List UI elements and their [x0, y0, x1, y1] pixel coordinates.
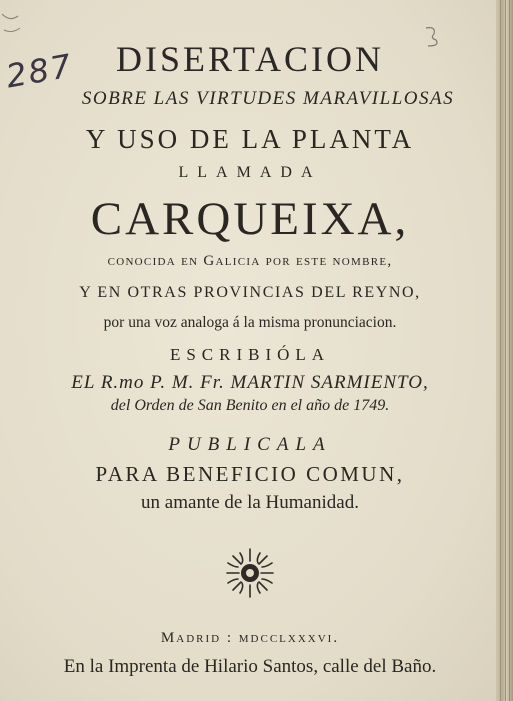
title-line-carqueixa: CARQUEIXA,: [90, 193, 410, 245]
title-line-llamada: LLAMADA: [178, 164, 322, 181]
imprint-place-date: Madrid : mdcclxxxvi.: [160, 630, 340, 646]
imprint-printer: En la Imprenta de Hilario Santos, calle del Baño.: [63, 656, 437, 677]
line-publicala: PUBLICALA: [168, 434, 332, 455]
handwritten-note: 287: [3, 46, 76, 96]
author-order-line: del Orden de San Benito en el año de 1749.: [110, 397, 390, 414]
author-line: EL R.mo P. M. Fr. MARTIN SARMIENTO,: [71, 372, 429, 393]
line-beneficio-comun: PARA BENEFICIO COMUN,: [95, 462, 405, 486]
line-conocida-galicia: conocida en Galicia por este nombre,: [107, 253, 393, 269]
line-escribiola: ESCRIBIÓLA: [169, 345, 331, 364]
title-line-disertacion: DISERTACION: [116, 39, 384, 79]
title-line-uso: Y USO DE LA PLANTA: [85, 124, 415, 154]
line-amante-humanidad: un amante de la Humanidad.: [141, 492, 359, 513]
line-voz-analoga: por una voz analoga á la misma pronunciacion.: [103, 314, 397, 331]
corner-pencil-mark: [0, 0, 28, 40]
book-page-edge: [496, 0, 513, 701]
line-otras-provincias: Y EN OTRAS PROVINCIAS DEL REYNO,: [79, 284, 421, 301]
sun-flourish-ornament-icon: [224, 545, 276, 601]
subtitle-virtudes: SOBRE LAS VIRTUDES MARAVILLOSAS: [81, 88, 455, 109]
